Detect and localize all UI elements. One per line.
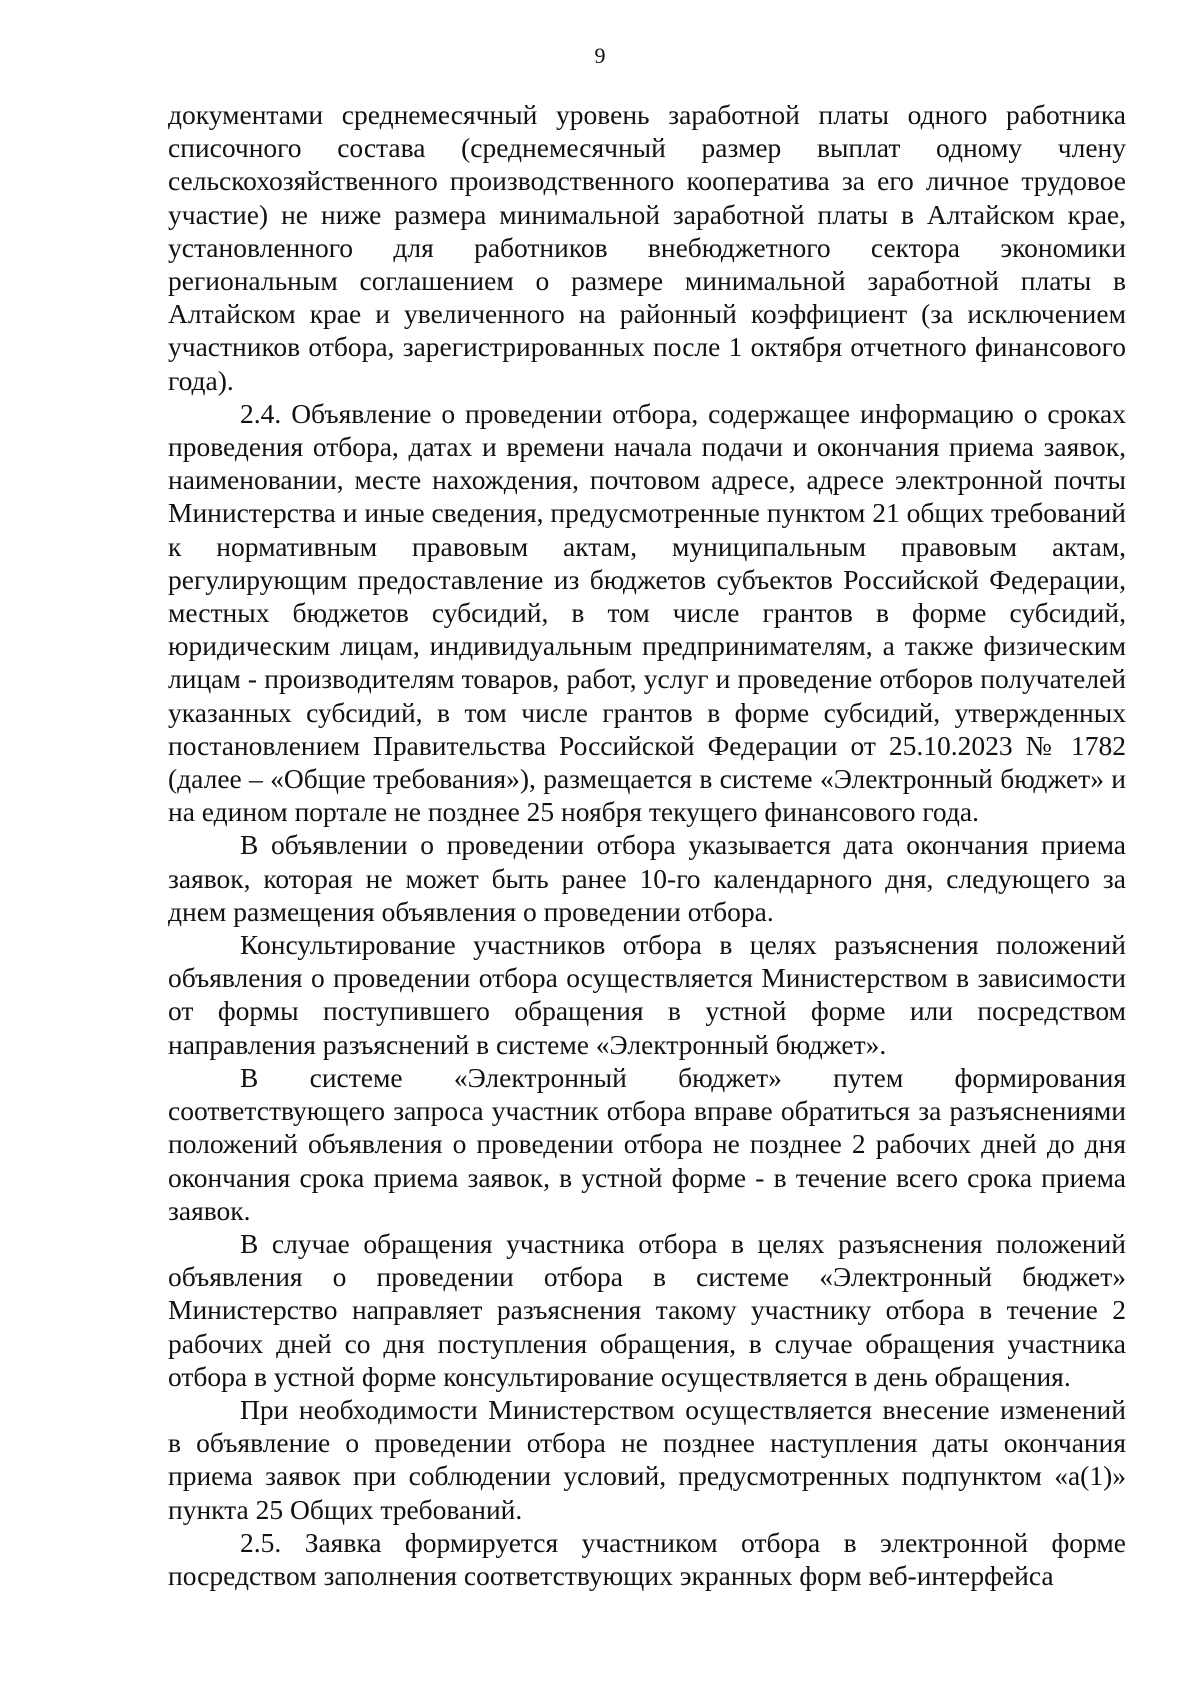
paragraph-deadline: В объявлении о проведении отбора указывается дата окончания приема заявок, которая не может быть ранее 10-го календарного дня, следующего за днем размещения объявления о проведении отбора. xyxy=(168,829,1126,927)
document-body xyxy=(168,98,1126,1592)
paragraph-amendments: При необходимости Министерством осуществляется внесение изменений в объявление о проведении отбора не позднее наступления даты окончания приема заявок при соблюдении условий, предусмотренных подпунктом «а(1)» пункта 25 Общих требований. xyxy=(168,1393,1126,1525)
paragraph-consulting: Консультирование участников отбора в целях разъяснения положений объявления о проведении отбора осуществляется Министерством в зависимости от формы поступившего обращения в устной форме или посредством направления разъяснений в системе «Электронный бюджет». xyxy=(168,929,1126,1060)
paragraph-clarification-response: В случае обращения участника отбора в целях разъяснения положений объявления о проведении отбора в системе «Электронный бюджет» Министерство направляет разъяснения такому участнику отбора в течение 2 рабочих дней со дня поступления обращения, в случае обращения участника отбора в устной форме консультирование осуществляется в день обращения. xyxy=(168,1227,1126,1392)
paragraph-2-5-application: 2.5. Заявка формируется участником отбора в электронной форме посредством заполнения соответствующих экранных форм веб-интерфейса xyxy=(168,1526,1126,1591)
paragraph-clarification-request: В системе «Электронный бюджет» путем формирования соответствующего запроса участник отбора вправе обратиться за разъяснениями положений объявления о проведении отбора не позднее 2 рабочих дней до дня окончания срока приема заявок, в устной форме - в течение всего срока приема заявок. xyxy=(168,1061,1126,1226)
paragraph-continuation: документами среднемесячный уровень заработной платы одного работника списочного состава (среднемесячный размер выплат одному члену сельскохозяйственного производственного кооператива за его личное трудовое участие) не ниже размера минимальной заработной платы в Алтайском крае, установленного для работников внебюджетного сектора экономики региональным соглашением о размере минимальной заработной платы в Алтайском крае и увеличенного на районный коэффициент (за исключением участников отбора, зарегистрированных после 1 октября отчетного финансового года). xyxy=(168,99,1126,396)
paragraph-2-4-announcement: 2.4. Объявление о проведении отбора, содержащее информацию о сроках проведения отбора, датах и времени начала подачи и окончания приема заявок, наименовании, месте нахождения, почтовом адресе, адресе электронной почты Министерства и иные сведения, предусмотренные пунктом 21 общих требований к нормативным правовым актам, муниципальным правовым актам, регулирующим предоставление из бюджетов субъектов Российской Федерации, местных бюджетов субсидий, в том числе грантов в форме субсидий, юридическим лицам, индивидуальным предпринимателям, а также физическим лицам - производителям товаров, работ, услуг и проведение отборов получателей указанных субсидий, в том числе грантов в форме субсидий, утвержденных постановлением Правительства Российской Федерации от 25.10.2023 № 1782 (далее – «Общие требования»), размещается в системе «Электронный бюджет» и на едином портале не позднее 25 ноября текущего финансового года. xyxy=(168,397,1126,828)
page-number: 9 xyxy=(594,43,606,68)
